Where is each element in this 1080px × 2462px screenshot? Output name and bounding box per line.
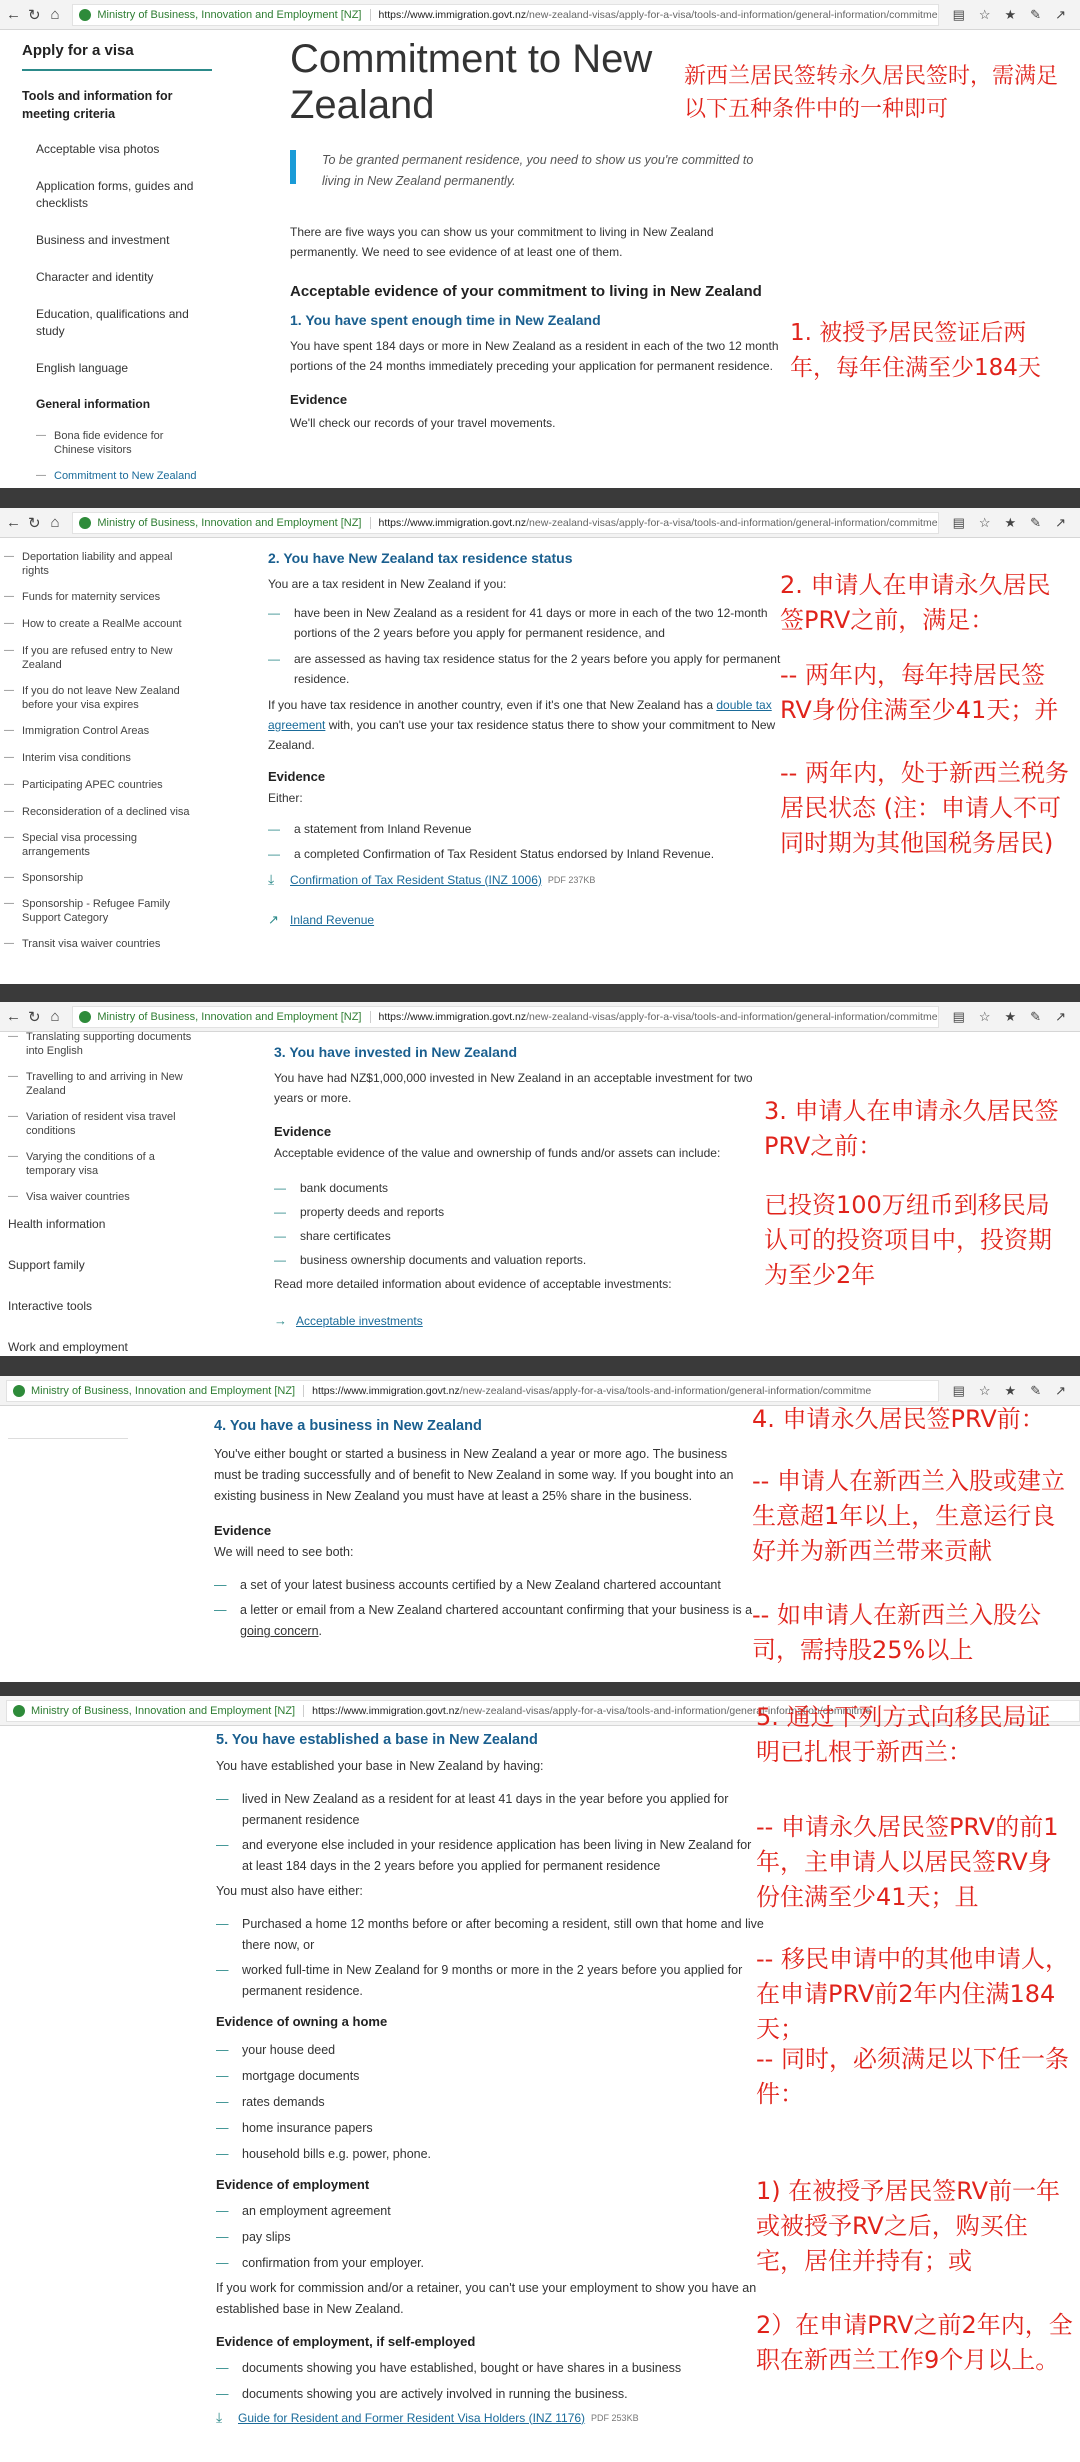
sidebar-subitem[interactable]: — Funds for maternity services bbox=[4, 590, 194, 604]
sidebar-subitem[interactable]: — Deportation liability and appeal rights bbox=[4, 550, 194, 578]
employment-evidence-heading: Evidence of employment bbox=[216, 2177, 370, 2192]
panel-tax-residence bbox=[0, 508, 1080, 984]
home-icon[interactable]: ⌂ bbox=[50, 1008, 60, 1025]
inland-revenue-link[interactable]: Inland Revenue bbox=[290, 913, 375, 927]
evidence-intro: We will need to see both: bbox=[214, 1545, 354, 1559]
commitment-3-heading: 3. You have invested in New Zealand bbox=[274, 1044, 518, 1060]
reading-view-icon[interactable]: ▤ bbox=[952, 1382, 965, 1398]
external-link-icon: ↗ bbox=[268, 912, 279, 927]
list-item: — a completed Confirmation of Tax Resident Status endorsed by Inland Revenue. bbox=[268, 844, 782, 865]
screenshot-divider bbox=[0, 984, 1080, 1002]
back-arrow-icon[interactable]: ← bbox=[6, 1008, 21, 1025]
list-item: — and everyone else included in your residence application has been living in New Zealand for at least 184 days in the 2 years before you applied for permanent residence bbox=[216, 1835, 764, 1877]
favorite-star-icon[interactable]: ☆ bbox=[978, 1382, 991, 1398]
evidence-text: We'll check our records of your travel movements. bbox=[290, 416, 556, 430]
annotation-1: 1. 被授予居民签证后两年，每年住满至少184天 bbox=[790, 320, 1041, 381]
annotation-5e: 1) 在被授予居民签RV前一年或被授予RV之后，购买住宅，居住并持有；或 bbox=[756, 2177, 1061, 2275]
reading-view-icon[interactable]: ▤ bbox=[952, 514, 965, 530]
reading-view-icon[interactable]: ▤ bbox=[952, 1008, 965, 1024]
list-item: — property deeds and reports bbox=[274, 1200, 774, 1224]
favorites-hub-icon[interactable]: ★ bbox=[1004, 6, 1017, 22]
commitment-4-intro: You've either bought or started a business in New Zealand a year or more ago. The business must be trading successfully and of benefit to New Zealand in some way. If you bought into an existing business in New Zealand you must have at least a 25% share in the business. bbox=[214, 1447, 734, 1503]
sidebar-subitem[interactable]: — Transit visa waiver countries bbox=[4, 937, 194, 951]
favorites-hub-icon[interactable]: ★ bbox=[1004, 514, 1017, 530]
sidebar-item[interactable]: Education, qualifications and study bbox=[36, 307, 189, 338]
refresh-icon[interactable]: ↻ bbox=[28, 514, 41, 532]
annotation-3b: 已投资100万纽币到移民局认可的投资项目中，投资期为至少2年 bbox=[764, 1191, 1052, 1289]
sidebar-subitem[interactable]: — Variation of resident visa travel conditions bbox=[8, 1110, 198, 1138]
list-item: — lived in New Zealand as a resident for at least 41 days in the year before you applied for permanent residence bbox=[216, 1789, 764, 1831]
url-text: https://www.immigration.govt.nz/new-zealand-visas/apply-for-a-visa/tools-and-information/general-information/commitme bbox=[378, 516, 938, 529]
commitment-1-heading: 1. You have spent enough time in New Zealand bbox=[290, 312, 601, 328]
acceptable-investments-row bbox=[274, 1313, 774, 1328]
sidebar-subitem[interactable]: — Translating supporting documents into English bbox=[8, 1030, 198, 1058]
commitment-3-intro: You have had NZ$1,000,000 invested in New Zealand in an acceptable investment for two years or more. bbox=[274, 1071, 753, 1105]
panel-established-base bbox=[0, 1696, 1080, 2462]
browser-toolbar bbox=[0, 508, 1080, 538]
callout-bar bbox=[290, 150, 296, 184]
sidebar-subitem[interactable]: — Interim visa conditions bbox=[4, 751, 194, 765]
lock-icon bbox=[13, 1385, 25, 1397]
double-tax-agreement-link[interactable]: double tax agreement bbox=[268, 698, 772, 732]
pen-icon[interactable]: ✎ bbox=[1030, 1382, 1042, 1398]
main-content bbox=[274, 1044, 774, 1328]
favorite-star-icon[interactable]: ☆ bbox=[978, 1008, 991, 1024]
annotation-2a: 2. 申请人在申请永久居民签PRV之前，满足： bbox=[780, 571, 1051, 634]
sidebar-subitem[interactable]: — If you do not leave New Zealand before your visa expires bbox=[4, 684, 194, 712]
back-arrow-icon[interactable]: ← bbox=[6, 514, 21, 531]
screenshot-divider bbox=[0, 1682, 1080, 1696]
annotation-2c: -- 两年内，处于新西兰税务居民状态 (注：申请人不可同时期为其他国税务居民) bbox=[780, 759, 1069, 857]
download-meta: PDF 253KB bbox=[591, 2412, 639, 2423]
list-item: — rates demands bbox=[216, 2089, 764, 2115]
annotation-2b: -- 两年内，每年持居民签RV身份住满至少41天；并 bbox=[780, 661, 1059, 724]
site-identity: Ministry of Business, Innovation and Employment [NZ] bbox=[97, 9, 370, 21]
address-bar[interactable] bbox=[6, 1380, 939, 1402]
sidebar-divider bbox=[8, 1438, 128, 1439]
download-icon: ⤓ bbox=[268, 871, 275, 887]
going-concern-link[interactable]: going concern bbox=[240, 1624, 319, 1638]
sidebar-subitem[interactable]: — Reconsideration of a declined visa bbox=[4, 805, 194, 819]
list-item: — confirmation from your employer. bbox=[216, 2250, 764, 2276]
sidebar-title[interactable]: Apply for a visa bbox=[22, 42, 212, 71]
sidebar-subitem[interactable]: — Sponsorship - Refugee Family Support Category bbox=[4, 897, 194, 925]
screenshot-divider bbox=[0, 1356, 1080, 1376]
list-item: — home insurance papers bbox=[216, 2115, 764, 2141]
main-content bbox=[216, 1732, 764, 2426]
sidebar-section[interactable]: Tools and information for meeting criteria bbox=[22, 89, 173, 121]
evidence-label: Evidence bbox=[214, 1523, 272, 1538]
panel-business bbox=[0, 1376, 1080, 1682]
share-icon[interactable]: ↗ bbox=[1055, 6, 1066, 22]
favorites-hub-icon[interactable]: ★ bbox=[1004, 1382, 1017, 1398]
commitment-4-heading: 4. You have a business in New Zealand bbox=[214, 1418, 482, 1434]
site-identity: Ministry of Business, Innovation and Employment [NZ] bbox=[97, 517, 370, 529]
list-item: — documents showing you have established, bought or have shares in a business bbox=[216, 2355, 764, 2381]
commission-text: If you work for commission and/or a retainer, you can't use your employment to show you have an established base in New Zealand. bbox=[216, 2281, 757, 2316]
list-item: — Purchased a home 12 months before or after becoming a resident, still own that home and live there now, or bbox=[216, 1914, 764, 1956]
refresh-icon[interactable]: ↻ bbox=[28, 6, 41, 24]
list-item: — your house deed bbox=[216, 2037, 764, 2063]
share-icon[interactable]: ↗ bbox=[1055, 514, 1066, 530]
evidence-label: Evidence bbox=[290, 392, 348, 407]
url-text: https://www.immigration.govt.nz/new-zealand-visas/apply-for-a-visa/tools-and-information/general-information/commitme bbox=[312, 1704, 872, 1717]
commitment-5-intro: You have established your base in New Zealand by having: bbox=[216, 1759, 544, 1773]
lock-icon bbox=[13, 1705, 25, 1717]
site-identity: Ministry of Business, Innovation and Employment [NZ] bbox=[31, 1705, 304, 1717]
url-text: https://www.immigration.govt.nz/new-zealand-visas/apply-for-a-visa/tools-and-information/general-information/commitme bbox=[312, 1384, 872, 1397]
sidebar-item[interactable]: English language bbox=[36, 361, 129, 375]
sidebar-subitem[interactable]: — Visa waiver countries bbox=[8, 1190, 198, 1204]
home-evidence-heading: Evidence of owning a home bbox=[216, 2014, 388, 2029]
sidebar-subitem[interactable]: — Immigration Control Areas bbox=[4, 724, 194, 738]
share-icon[interactable]: ↗ bbox=[1055, 1382, 1066, 1398]
sidebar-item[interactable]: Acceptable visa photos bbox=[36, 142, 160, 156]
list-item: — a set of your latest business accounts certified by a New Zealand chartered accountant bbox=[214, 1575, 754, 1596]
favorite-star-icon[interactable]: ☆ bbox=[978, 6, 991, 22]
commitment-5-heading: 5. You have established a base in New Zealand bbox=[216, 1732, 538, 1748]
list-item: — a letter or email from a New Zealand chartered accountant confirming that your business is a going concern. bbox=[214, 1600, 754, 1642]
refresh-icon[interactable]: ↻ bbox=[28, 1008, 41, 1026]
sidebar-item[interactable]: Work and employment bbox=[8, 1340, 128, 1354]
lock-icon bbox=[79, 1011, 91, 1023]
sidebar-subitem[interactable]: — How to create a RealMe account bbox=[4, 617, 194, 631]
url-text: https://www.immigration.govt.nz/new-zealand-visas/apply-for-a-visa/tools-and-information/general-information/commitme bbox=[378, 8, 938, 21]
screenshot-divider bbox=[0, 488, 1080, 508]
commitment-1-text: You have spent 184 days or more in New Zealand as a resident in each of the two 12 month portions of the 24 months immediately preceding your application for permanent residence. bbox=[290, 339, 779, 373]
lock-icon bbox=[79, 9, 91, 21]
sidebar-nav bbox=[4, 550, 194, 951]
sidebar-subitem[interactable]: — Special visa processing arrangements bbox=[4, 831, 194, 859]
site-identity: Ministry of Business, Innovation and Employment [NZ] bbox=[31, 1385, 304, 1397]
panel-commitment-intro bbox=[0, 0, 1080, 488]
url-text: https://www.immigration.govt.nz/new-zealand-visas/apply-for-a-visa/tools-and-information/general-information/commitme bbox=[378, 1010, 938, 1023]
download-row bbox=[268, 871, 782, 888]
sidebar-subitem[interactable]: — Varying the conditions of a temporary visa bbox=[8, 1150, 198, 1178]
panel-investment bbox=[0, 1002, 1080, 1356]
browser-toolbar bbox=[0, 1002, 1080, 1032]
sidebar-subitem[interactable]: — Bona fide evidence for Chinese visitors bbox=[36, 429, 206, 457]
download-link[interactable]: Confirmation of Tax Resident Status (INZ 1006) bbox=[290, 872, 542, 887]
page-title: Commitment to New Zealand bbox=[290, 37, 653, 127]
annotation-5d: -- 同时，必须满足以下任一条件： bbox=[756, 2045, 1069, 2108]
intro-callout bbox=[290, 150, 780, 192]
annotation-5a: 5. 通过下列方式向移民局证明已扎根于新西兰： bbox=[756, 1703, 1051, 1766]
sidebar-nav bbox=[8, 1030, 198, 1356]
read-more-text: Read more detailed information about evidence of acceptable investments: bbox=[274, 1277, 672, 1291]
commitment-2-intro: You are a tax resident in New Zealand if you: bbox=[268, 577, 507, 591]
list-item: — documents showing you are actively involved in running the business. bbox=[216, 2381, 764, 2407]
annotation-5b: -- 申请永久居民签PRV的前1年，主申请人以居民签RV身份住满至少41天；且 bbox=[756, 1813, 1059, 1911]
also-text: You must also have either: bbox=[216, 1884, 363, 1898]
sidebar-item[interactable]: Application forms, guides and checklists bbox=[36, 179, 194, 210]
evidence-label: Evidence bbox=[268, 769, 326, 784]
pen-icon[interactable]: ✎ bbox=[1030, 6, 1042, 22]
evidence-label: Evidence bbox=[274, 1124, 332, 1139]
section-heading: Acceptable evidence of your commitment to living in New Zealand bbox=[290, 283, 762, 300]
pen-icon[interactable]: ✎ bbox=[1030, 514, 1042, 530]
arrow-right-icon: → bbox=[274, 1313, 287, 1328]
intro-quote: To be granted permanent residence, you need to show us you're committed to living in New Zealand permanently. bbox=[322, 153, 754, 188]
download-meta: PDF 237KB bbox=[547, 874, 596, 885]
sidebar-subitem[interactable]: — Sponsorship bbox=[4, 871, 194, 885]
download-icon: ⤓ bbox=[216, 2409, 223, 2425]
sidebar-nav bbox=[22, 42, 222, 483]
list-item: — pay slips bbox=[216, 2224, 764, 2250]
main-content bbox=[214, 1418, 754, 1642]
annotation-5f: 2）在申请PRV之前2年内，全职在新西兰工作9个月以上。 bbox=[756, 2311, 1073, 2374]
sidebar-item[interactable]: Interactive tools bbox=[8, 1299, 93, 1313]
sidebar-item[interactable]: Business and investment bbox=[36, 233, 170, 247]
sidebar-subitem[interactable]: — Travelling to and arriving in New Zealand bbox=[8, 1070, 198, 1098]
list-item: — worked full-time in New Zealand for 9 months or more in the 2 years before you applied for permanent residence. bbox=[216, 1960, 764, 2002]
self-employed-heading: Evidence of employment, if self-employed bbox=[216, 2334, 476, 2349]
list-item: — mortgage documents bbox=[216, 2063, 764, 2089]
annotation-5c: -- 移民申请中的其他申请人，在申请PRV前2年内住满184天； bbox=[756, 1945, 1069, 2043]
sidebar-subitem[interactable]: — If you are refused entry to New Zealand bbox=[4, 644, 194, 672]
list-item: — are assessed as having tax residence status for the 2 years before you apply for permanent residence. bbox=[268, 649, 782, 689]
back-arrow-icon[interactable]: ← bbox=[6, 6, 21, 23]
sidebar-item[interactable]: Health information bbox=[8, 1217, 106, 1231]
sidebar-subitem[interactable]: — Participating APEC countries bbox=[4, 778, 194, 792]
list-item: — share certificates bbox=[274, 1224, 774, 1248]
site-identity: Ministry of Business, Innovation and Employment [NZ] bbox=[97, 1011, 370, 1023]
pen-icon[interactable]: ✎ bbox=[1030, 1008, 1042, 1024]
sidebar-subitem-active[interactable]: — Commitment to New Zealand bbox=[36, 469, 222, 483]
either-text: Either: bbox=[268, 791, 303, 805]
lock-icon bbox=[79, 517, 91, 529]
list-item: — bank documents bbox=[274, 1176, 774, 1200]
address-bar[interactable] bbox=[72, 4, 938, 26]
annotation-4b: -- 申请人在新西兰入股或建立生意超1年以上，生意运行良好并为新西兰带来贡献 bbox=[752, 1467, 1065, 1565]
list-item: — a statement from Inland Revenue bbox=[268, 819, 782, 840]
list-item: — business ownership documents and valuation reports. bbox=[274, 1248, 774, 1272]
annotation-4a: 4. 申请永久居民签PRV前： bbox=[752, 1405, 1045, 1433]
annotation-top: 新西兰居民签转永久居民签时，需满足以下五种条件中的一种即可 bbox=[684, 64, 1059, 122]
intro-text: There are five ways you can show us your commitment to living in New Zealand permanently. We need to see evidence of at least one of them. bbox=[290, 225, 714, 259]
sidebar-item[interactable]: Support family bbox=[8, 1258, 85, 1272]
annotation-3a: 3. 申请人在申请永久居民签PRV之前： bbox=[764, 1097, 1059, 1160]
guide-download-row bbox=[216, 2409, 764, 2426]
list-item: — an employment agreement bbox=[216, 2198, 764, 2224]
list-item: — have been in New Zealand as a resident for 41 days or more in each of the two 12-month portions of the 2 years before you apply for permanent residence, and bbox=[268, 603, 782, 643]
annotation-4c: -- 如申请人在新西兰入股公司，需持股25%以上 bbox=[752, 1601, 1041, 1664]
address-bar[interactable] bbox=[72, 512, 938, 534]
tax-residence-paragraph: If you have tax residence in another country, even if it's one that New Zealand has a double tax agreement with, you can't use your tax residence status there to show your commitment to New Zealand. bbox=[268, 698, 776, 752]
browser-toolbar bbox=[0, 0, 1080, 30]
acceptable-investments-link[interactable]: Acceptable investments bbox=[296, 1313, 423, 1328]
list-item: — household bills e.g. power, phone. bbox=[216, 2141, 764, 2167]
evidence-intro: Acceptable evidence of the value and ownership of funds and/or assets can include: bbox=[274, 1146, 721, 1160]
sidebar-item[interactable]: Character and identity bbox=[36, 270, 154, 284]
sidebar-current-section[interactable]: General information bbox=[36, 397, 151, 411]
reading-view-icon[interactable]: ▤ bbox=[952, 6, 965, 22]
share-icon[interactable]: ↗ bbox=[1055, 1008, 1066, 1024]
favorite-star-icon[interactable]: ☆ bbox=[978, 514, 991, 530]
main-content bbox=[268, 550, 782, 928]
address-bar[interactable] bbox=[72, 1006, 938, 1028]
home-icon[interactable]: ⌂ bbox=[50, 6, 60, 23]
commitment-2-heading: 2. You have New Zealand tax residence status bbox=[268, 550, 573, 566]
favorites-hub-icon[interactable]: ★ bbox=[1004, 1008, 1017, 1024]
external-link-row bbox=[268, 912, 782, 928]
home-icon[interactable]: ⌂ bbox=[50, 514, 60, 531]
guide-download-link[interactable]: Guide for Resident and Former Resident Visa Holders (INZ 1176) bbox=[238, 2410, 586, 2425]
